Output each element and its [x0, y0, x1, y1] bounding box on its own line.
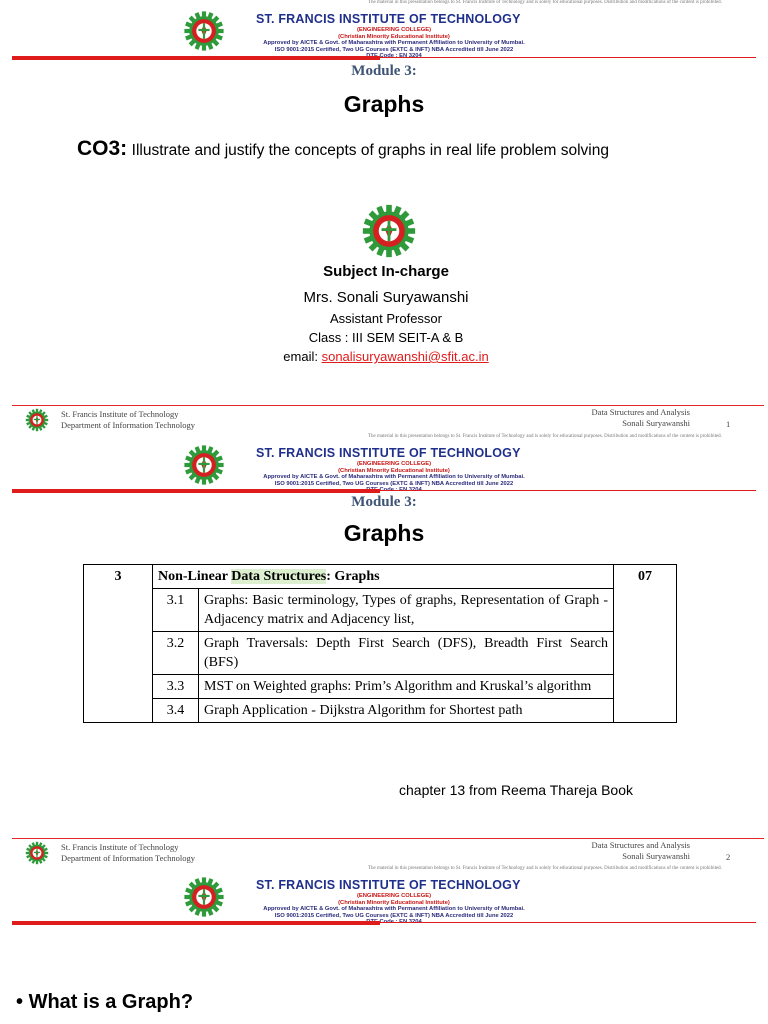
disclaimer-text: The material in this presentation belongs to St. Francis Institute of Technology and is solely for educational purposes. Distribution and modifications of the content is prohibited. — [368, 434, 722, 439]
incharge-designation: Assistant Professor — [330, 311, 442, 326]
institute-line-2: (Christian Minority Educational Institute) — [338, 33, 450, 40]
incharge-name: Mrs. Sonali Suryawanshi — [303, 289, 469, 306]
institute-line-1: (ENGINEERING COLLEGE) — [356, 461, 432, 467]
topic-text: Graph Traversals: Depth First Search (DFS), Breadth First Search (BFS) — [199, 632, 614, 675]
sfit-logo-icon — [180, 444, 230, 486]
header-red-rule — [380, 922, 756, 923]
co-label: CO3: — [77, 137, 128, 160]
email-link[interactable]: sonalisuryawanshi@sfit.ac.in — [321, 349, 489, 364]
institute-line-4: ISO 9001:2015 Certified, Two UG Courses (EXTC & INFT) NBA Accredited till June 2022 — [274, 480, 514, 487]
footer-author: Sonali Suryawanshi — [622, 851, 690, 861]
footer-right — [560, 407, 690, 429]
incharge-email-line — [0, 347, 768, 366]
topic-number: 3.4 — [153, 699, 199, 723]
syllabus-table — [83, 564, 677, 723]
footer-department: Department of Information Technology — [61, 420, 196, 430]
institute-line-4: ISO 9001:2015 Certified, Two UG Courses (EXTC & INFT) NBA Accredited till June 2022 — [274, 912, 514, 919]
institute-line-4: ISO 9001:2015 Certified, Two UG Courses (EXTC & INFT) NBA Accredited till June 2022 — [274, 46, 514, 53]
header-red-rule — [380, 57, 756, 58]
topic-number: 3.3 — [153, 675, 199, 699]
slide-title: Graphs — [343, 91, 425, 117]
disclaimer-text: The material in this presentation belongs to St. Francis Institute of Technology and is solely for educational purposes. Distribution and modifications of the content is prohibited. — [368, 0, 722, 5]
module-heading: Module 3: — [351, 494, 417, 510]
bullet-item — [16, 991, 193, 1014]
table-row — [84, 699, 677, 723]
footer-department: Department of Information Technology — [61, 853, 196, 863]
table-row — [84, 589, 677, 632]
heading-post: : Graphs — [326, 569, 380, 584]
header-red-rule — [380, 490, 756, 491]
topic-text: Graphs: Basic terminology, Types of graphs, Representation of Graph - Adjacency matrix and Adjacency list, — [199, 589, 614, 632]
footer-institute: St. Francis Institute of Technology — [61, 842, 179, 852]
heading-pre: Non-Linear — [158, 569, 232, 584]
hours-cell: 07 — [614, 565, 677, 723]
module-heading-cell — [153, 565, 614, 589]
institute-name: ST. FRANCIS INSTITUTE OF TECHNOLOGY — [256, 446, 521, 460]
sfit-logo-icon — [358, 203, 420, 259]
heading-highlight: Data Structures — [231, 569, 327, 584]
incharge-class: Class : III SEM SEIT-A & B — [308, 330, 464, 345]
institute-line-1: (ENGINEERING COLLEGE) — [356, 27, 432, 33]
module-number-cell: 3 — [84, 565, 153, 723]
institute-line-3: Approved by AICTE & Govt. of Maharashtra with Permanent Affiliation to University of Mumbai. — [263, 474, 525, 481]
footer-rule — [12, 405, 764, 406]
table-row — [84, 632, 677, 675]
topic-text: MST on Weighted graphs: Prim’s Algorithm and Kruskal’s algorithm — [199, 675, 614, 699]
bullet-dot-icon: • — [16, 991, 24, 1013]
page-number: 1 — [726, 419, 731, 429]
sfit-logo-icon — [180, 876, 230, 918]
footer-right — [560, 840, 690, 862]
sfit-logo-icon — [22, 841, 52, 865]
disclaimer-text: The material in this presentation belongs to St. Francis Institute of Technology and is solely for educational purposes. Distribution and modifications of the content is prohibited. — [368, 866, 722, 871]
footer-institute: St. Francis Institute of Technology — [61, 409, 179, 419]
course-outcome — [77, 137, 609, 161]
header-red-bar — [12, 921, 380, 925]
institute-line-1: (ENGINEERING COLLEGE) — [356, 893, 432, 899]
subject-incharge-block — [0, 262, 768, 366]
sfit-logo-icon — [180, 10, 230, 52]
email-label: email: — [283, 349, 318, 364]
table-row — [84, 675, 677, 699]
institute-line-2: (Christian Minority Educational Institute) — [338, 899, 450, 906]
bullet-text: What is a Graph? — [28, 991, 194, 1013]
table-row — [84, 565, 677, 589]
institute-line-2: (Christian Minority Educational Institute) — [338, 467, 450, 474]
footer-subject: Data Structures and Analysis — [591, 407, 690, 417]
topic-number: 3.2 — [153, 632, 199, 675]
book-reference: chapter 13 from Reema Thareja Book — [399, 782, 633, 798]
page-number: 2 — [726, 852, 731, 862]
footer-subject: Data Structures and Analysis — [591, 840, 690, 850]
institute-line-3: Approved by AICTE & Govt. of Maharashtra with Permanent Affiliation to University of Mumbai. — [263, 40, 525, 47]
institute-name: ST. FRANCIS INSTITUTE OF TECHNOLOGY — [256, 878, 521, 892]
footer-author: Sonali Suryawanshi — [622, 418, 690, 428]
institute-name: ST. FRANCIS INSTITUTE OF TECHNOLOGY — [256, 12, 521, 26]
topic-text: Graph Application - Dijkstra Algorithm for Shortest path — [199, 699, 614, 723]
institute-line-3: Approved by AICTE & Govt. of Maharashtra with Permanent Affiliation to University of Mumbai. — [263, 906, 525, 913]
topic-number: 3.1 — [153, 589, 199, 632]
footer-rule — [12, 838, 764, 839]
slide-title: Graphs — [343, 520, 425, 546]
footer-left — [61, 409, 195, 431]
footer-left — [61, 842, 195, 864]
header-red-bar — [12, 56, 380, 60]
co-text: Illustrate and justify the concepts of graphs in real life problem solving — [131, 142, 609, 159]
incharge-heading: Subject In-charge — [323, 263, 449, 280]
sfit-logo-icon — [22, 408, 52, 432]
header-red-bar — [12, 489, 380, 493]
module-heading: Module 3: — [351, 63, 417, 79]
